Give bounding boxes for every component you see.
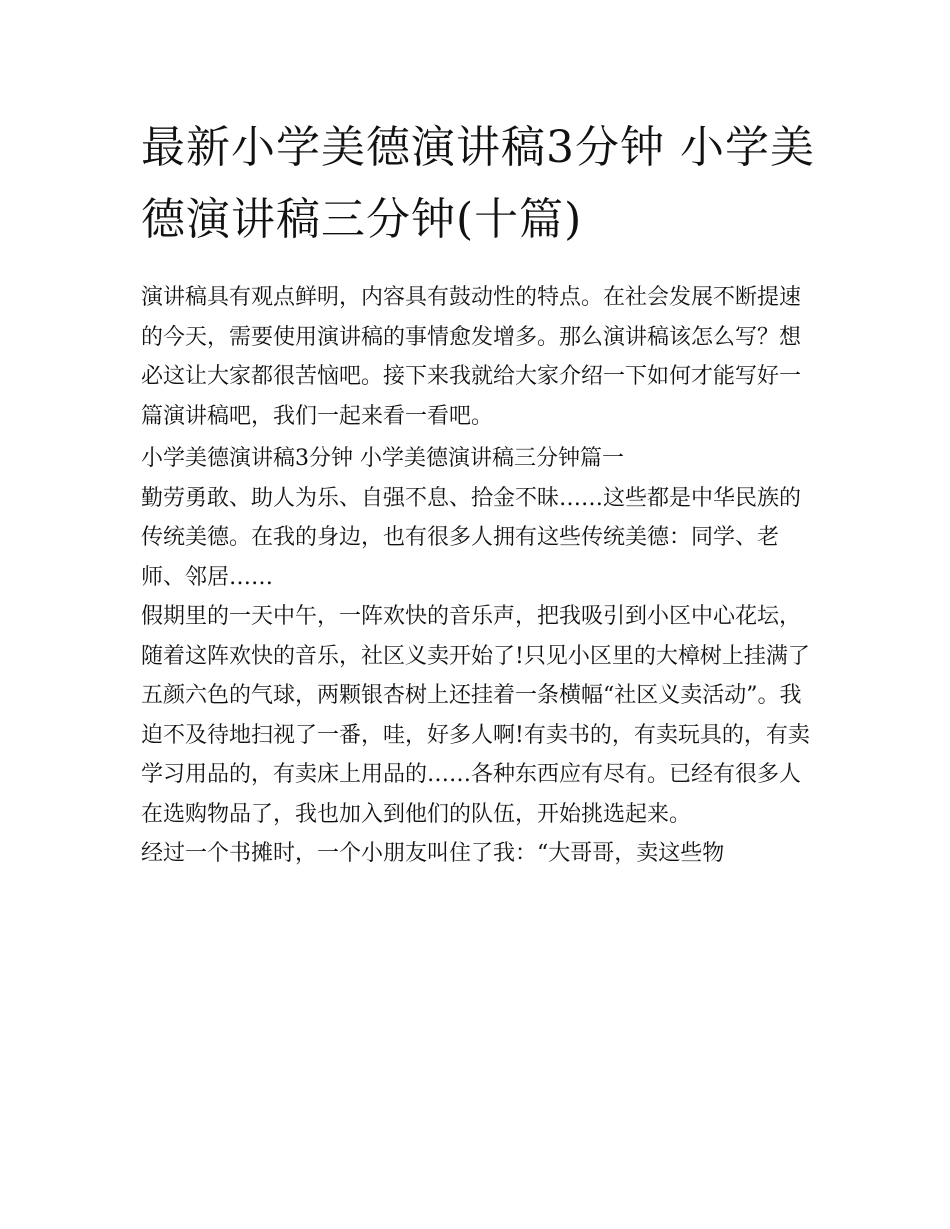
body-paragraph: 经过一个书摊时，一个小朋友叫住了我：“大哥哥，卖这些物 <box>141 841 725 866</box>
document-page <box>141 112 817 874</box>
section-heading: 小学美德演讲稿3分钟 小学美德演讲稿三分钟篇一 <box>141 446 624 471</box>
document-title: 最新小学美德演讲稿3分钟 小学美德演讲稿三分钟(十篇) <box>141 122 815 245</box>
spacer <box>141 256 817 278</box>
body-paragraph: 假期里的一天中午，一阵欢快的音乐声，把我吸引到小区中心花坛，随着这阵欢快的音乐，社区义卖开始了!只见小区里的大樟树上挂满了五颜六色的气球，两颗银杏树上还挂着一条横幅“社区义卖活动”。我迫不及待地扫视了一番，哇，好多人啊!有卖书的，有卖玩具的，有卖学习用品的，有卖床上用品的……各种东西应有尽有。已经有很多人在选购物品了，我也加入到他们的队伍，开始挑选起来。 <box>141 604 810 827</box>
body-paragraph: 勤劳勇敢、助人为乐、自强不息、拾金不昧……这些都是中华民族的传统美德。在我的身边，也有很多人拥有这些传统美德：同学、老师、邻居…… <box>141 485 802 590</box>
intro-paragraph: 演讲稿具有观点鲜明，内容具有鼓动性的特点。在社会发展不断提速的今天，需要使用演讲稿的事情愈发增多。那么演讲稿该怎么写？想必这让大家都很苦恼吧。接下来我就给大家介绍一下如何才能写好一篇演讲稿吧，我们一起来看一看吧。 <box>141 285 802 429</box>
